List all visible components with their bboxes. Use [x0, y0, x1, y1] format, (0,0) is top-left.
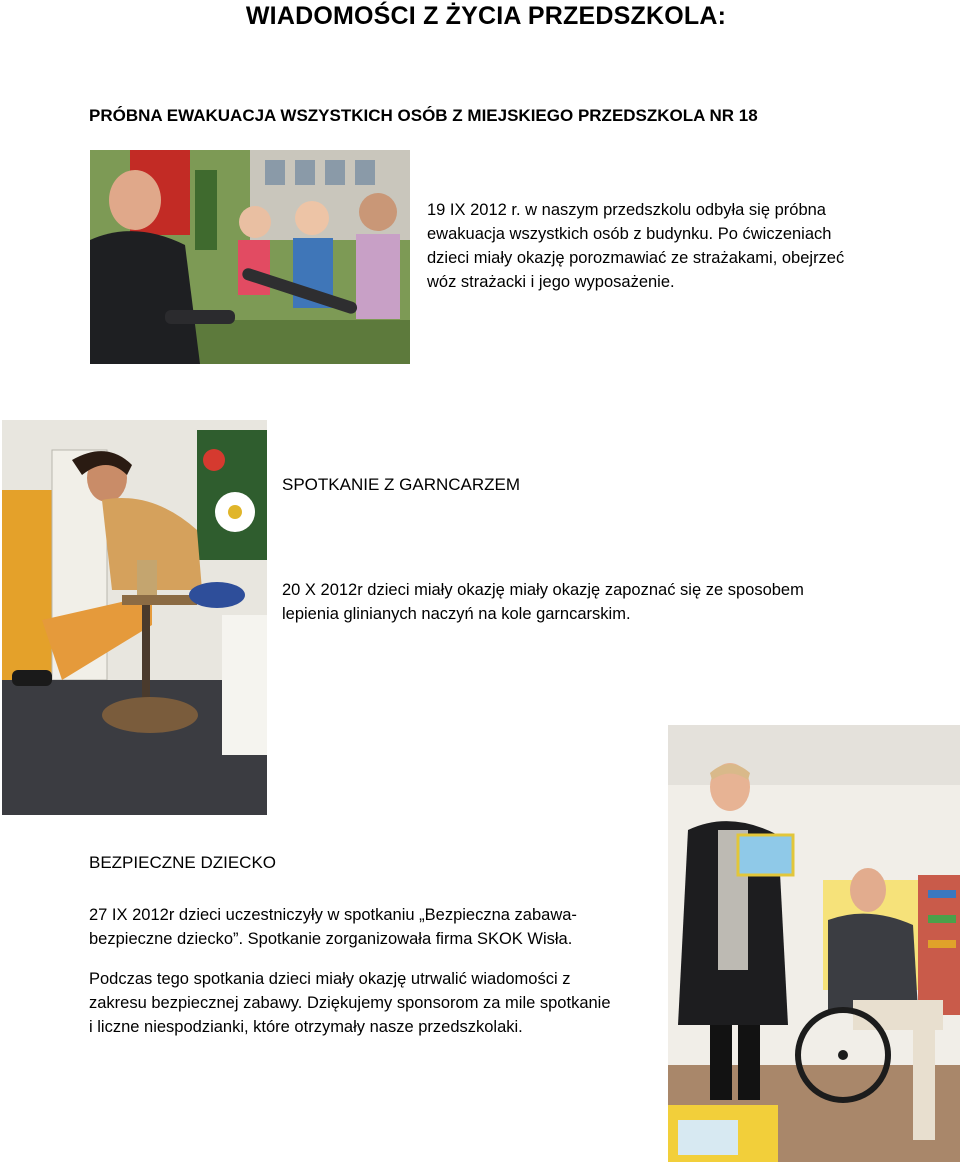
page-title: WIADOMOŚCI Z ŻYCIA PRZEDSZKOLA: — [245, 2, 727, 30]
section-heading-safe-child: BEZPIECZNE DZIECKO — [89, 853, 277, 872]
section-heading-evacuation: PRÓBNA EWAKUACJA WSZYSTKICH OSÓB Z MIEJSKIEGO PRZEDSZKOLA NR 18 — [89, 106, 758, 125]
potter-text — [282, 578, 902, 626]
potter-photo-illustration — [2, 420, 267, 815]
safe-child-paragraph-1 — [89, 903, 659, 951]
safe-child-paragraph-2 — [89, 967, 664, 1039]
text-line: zakresu bezpiecznej zabawy. Dziękujemy sponsorom za mile spotkanie — [89, 994, 611, 1012]
evacuation-text — [427, 198, 884, 294]
presenters-photo — [668, 725, 960, 1162]
section-heading-potter: SPOTKANIE Z GARNCARZEM — [282, 475, 521, 494]
text-line: 19 IX 2012 r. w naszym przedszkolu odbyła się próbna — [427, 201, 826, 219]
text-line: i liczne niespodzianki, które otrzymały nasze przedszkolaki. — [89, 1018, 523, 1036]
text-line: bezpieczne dziecko”. Spotkanie zorganizowała firma SKOK Wisła. — [89, 930, 573, 948]
presenters-photo-illustration — [668, 725, 960, 1162]
text-line: dzieci miały okazję porozmawiać ze strażakami, obejrzeć — [427, 249, 845, 267]
firefighter-photo — [90, 150, 410, 364]
potter-photo — [2, 420, 267, 815]
text-line: Podczas tego spotkania dzieci miały okazję utrwalić wiadomości z — [89, 970, 571, 988]
text-line: lepienia glinianych naczyń na kole garncarskim. — [282, 605, 631, 623]
text-line: 20 X 2012r dzieci miały okazję miały okazję zapoznać się ze sposobem — [282, 581, 804, 599]
text-line: ewakuacja wszystkich osób z budynku. Po ćwiczeniach — [427, 225, 832, 243]
text-line: 27 IX 2012r dzieci uczestniczyły w spotkaniu „Bezpieczna zabawa- — [89, 906, 577, 924]
firefighter-photo-illustration — [90, 150, 410, 364]
text-line: wóz strażacki i jego wyposażenie. — [427, 273, 675, 291]
